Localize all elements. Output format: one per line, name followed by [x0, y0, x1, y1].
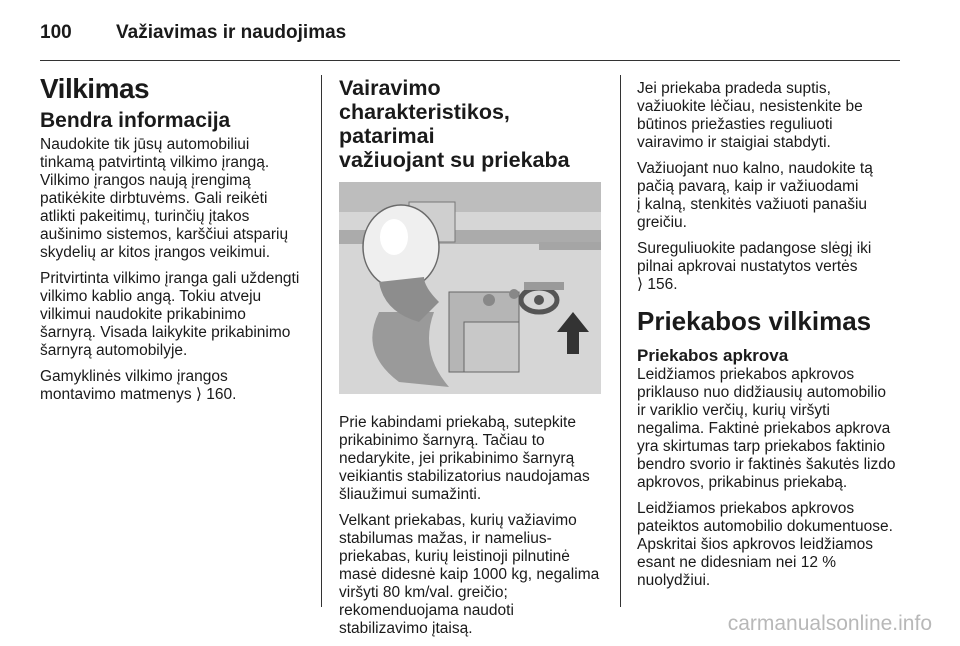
- column-3: [637, 80, 905, 598]
- section-heading: Priekabos vilkimas: [637, 306, 872, 336]
- paragraph: Pritvirtinta vilkimo įranga gali uždengti vilkimo kablio angą. Tokiu atveju vilkimui naudokite prikabinimo šarnyrą. Visada laikykite prikabinimo šarnyrą automobilyje.: [40, 270, 300, 359]
- subsection-heading: Bendra informacija: [40, 109, 231, 132]
- subsection-heading: Priekabos apkrova: [637, 346, 789, 365]
- column-2: [339, 72, 605, 646]
- paragraph: Velkant priekabas, kurių važiavimo stabilumas mažas, ir namelius- priekabas, kurių leistinoji pilnutinė masė didesnė kaip 1000 kg, negalima viršyti 80 km/val. greičio; rekomenduojama naudoti stabilizavimo įtaisą.: [339, 512, 600, 637]
- paragraph: Leidžiamos priekabos apkrovos pateiktos automobilio dokumentuose. Apskritai šios apkrovos leidžiamos esant ne didesniam nei 12 % nuolydžiui.: [637, 500, 893, 589]
- section-heading: Vilkimas: [40, 73, 150, 104]
- page-header: [40, 22, 920, 46]
- paragraph: Gamyklinės vilkimo įrangos montavimo matmenys ⟩ 160.: [40, 368, 237, 403]
- paragraph: Naudokite tik jūsų automobiliui tinkamą patvirtintą vilkimo įrangą. Vilkimo įrangos naują įrengimą patikėkite dirbtuvėms. Gali reikėti atlikti pakeitimų, turinčių įtakos aušinimo sistemos, karščiui atsparių skydelių ar kitos įrangos veikimui.: [40, 136, 289, 261]
- column-divider-2: [620, 75, 621, 607]
- header-rule: [40, 60, 900, 61]
- section-heading: Vairavimo charakteristikos, patarimai važiuojant su priekaba: [339, 76, 570, 172]
- towbar-hitch-drawing: [339, 182, 601, 394]
- watermark: carmanualsonline.info: [727, 612, 932, 635]
- column-1: [40, 72, 308, 412]
- page-number: 100: [40, 22, 72, 43]
- paragraph: Leidžiamos priekabos apkrovos priklauso nuo didžiausių automobilio ir variklio verčių, kurių viršyti negalima. Faktinė priekabos apkrova yra skirtumas tarp priekabos faktinio bendro svorio ir faktinės šakutės lizdo apkrovos, prikabinus priekabą.: [637, 366, 896, 491]
- paragraph: Važiuojant nuo kalno, naudokite tą pačią pavarą, kaip ir važiuodami į kalną, stenkitės važiuoti panašiu greičiu.: [637, 160, 873, 231]
- paragraph: Jei priekaba pradeda suptis, važiuokite lėčiau, nesistenkite be būtinos priežasties reguliuoti vairavimo ir staigiai stabdyti.: [637, 80, 863, 151]
- column-divider-1: [321, 75, 322, 607]
- paragraph: Sureguliuokite padangose slėgį iki pilnai apkrovai nustatytos vertės ⟩ 156.: [637, 240, 872, 293]
- page-title: Važiavimas ir naudojimas: [116, 22, 347, 43]
- towbar-illustration: [339, 182, 601, 394]
- paragraph: Prie kabindami priekabą, sutepkite prikabinimo šarnyrą. Tačiau to nedarykite, jei prikabinimo šarnyrą veikiantis stabilizatorius naudojamas šliaužimui sumažinti.: [339, 414, 590, 503]
